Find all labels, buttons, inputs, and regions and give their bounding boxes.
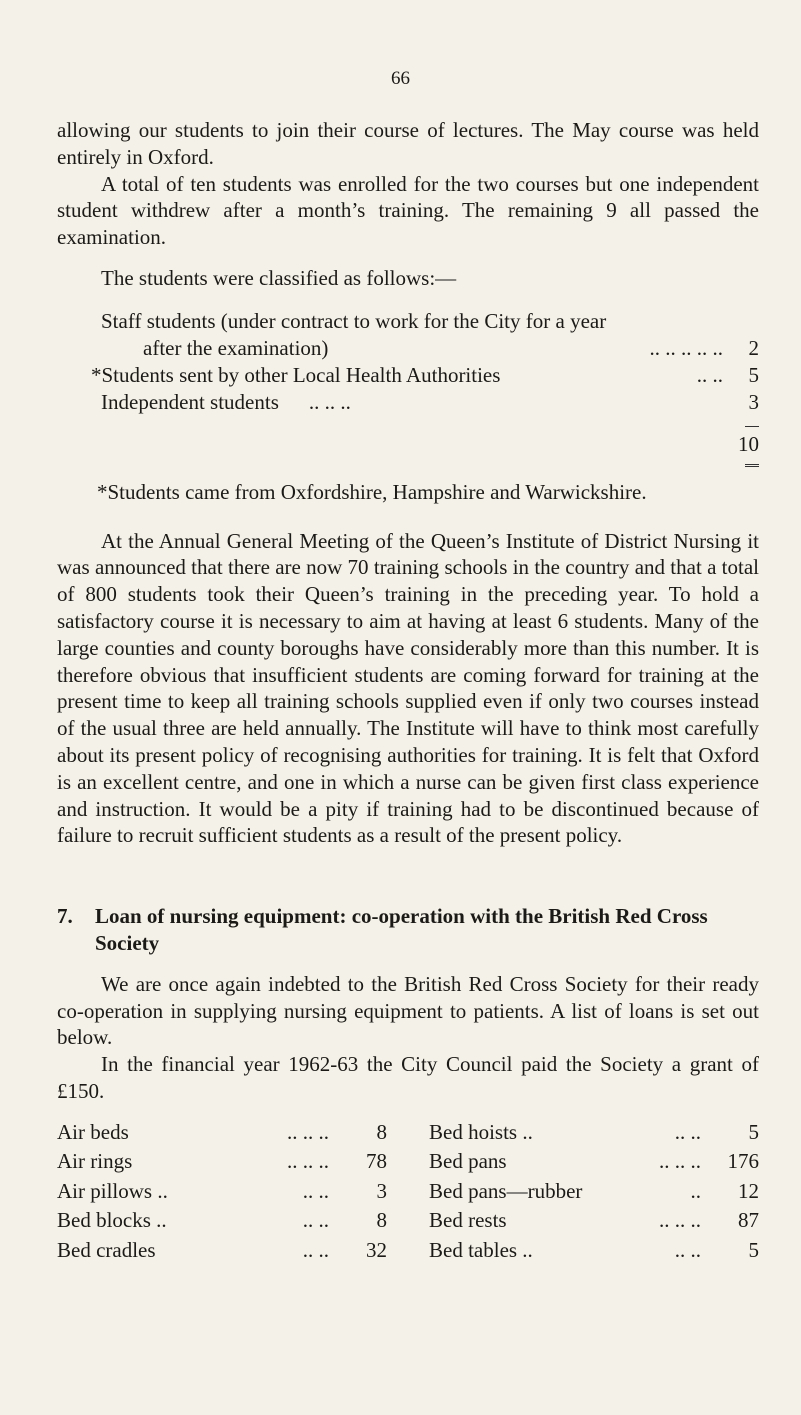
row-label: Independent students bbox=[101, 389, 279, 414]
loans-column-left bbox=[57, 1119, 387, 1267]
loan-count: 5 bbox=[748, 1237, 759, 1262]
loan-item: Air pillows .. bbox=[57, 1178, 168, 1203]
classification-row bbox=[91, 362, 759, 389]
row-label: *Students sent by other Local Health Authorities bbox=[91, 362, 501, 387]
section-title: Loan of nursing equipment: co-operation with the British Red Cross Society bbox=[95, 904, 708, 955]
row-label: Staff students (under contract to work for the City for a year bbox=[101, 308, 607, 333]
leader-dots: .. .. .. bbox=[659, 1149, 701, 1174]
row-value: 2 bbox=[748, 335, 759, 360]
loan-row bbox=[429, 1237, 759, 1267]
loan-row bbox=[57, 1178, 387, 1208]
loan-row bbox=[57, 1148, 387, 1178]
loan-row bbox=[429, 1178, 759, 1208]
footnote: *Students came from Oxfordshire, Hampshire and Warwickshire. bbox=[97, 479, 647, 504]
sum-rule bbox=[745, 426, 759, 427]
loan-item: Bed cradles bbox=[57, 1237, 156, 1262]
loan-row bbox=[57, 1207, 387, 1237]
row-label: after the examination) bbox=[143, 335, 329, 360]
paragraph-red-cross: We are once again indebted to the British Red Cross Society for their ready co-operation in supplying nursing equipment to patients. A list of loans is set out below. bbox=[57, 971, 759, 1050]
page-number: 66 bbox=[391, 68, 410, 89]
classification-row bbox=[101, 389, 759, 416]
loan-row bbox=[57, 1237, 387, 1267]
classification-row bbox=[101, 335, 759, 362]
loans-column-right bbox=[429, 1119, 759, 1267]
classification-row bbox=[101, 308, 759, 335]
paragraph-enrolment: A total of ten students was enrolled for the two courses but one independent student withdrew after a month’s training. The remaining 9 all passed the examination. bbox=[57, 171, 759, 250]
page-content bbox=[57, 117, 759, 1266]
loan-row bbox=[429, 1119, 759, 1149]
loan-item: Bed hoists .. bbox=[429, 1119, 533, 1144]
row-value: 5 bbox=[748, 362, 759, 387]
section-heading bbox=[57, 903, 759, 957]
leader-dots: .. .. .. bbox=[287, 1149, 329, 1174]
paragraph-queens-institute: At the Annual General Meeting of the Queen’s Institute of District Nursing it was announced that there are now 70 training schools in the country and that a total of 800 students took their Queen’s training in the preceding year. To hold a satisfactory course it is necessary to aim at having at least 6 students. Many of the large counties and county boroughs have considerably more than this number. It is therefore obvious that insufficient students are coming forward for training at the present time to keep all training schools supplied even if only two courses instead of the usual three are held annually. The Institute will have to think most carefully about its present policy of recognising authorities for training. It is felt that Oxford is an excellent centre, and one in which a nurse can be given first class experience and instruction. It would be a pity if training had to be discontinued because of failure to recruit sufficient students as a result of the present policy. bbox=[57, 528, 759, 848]
loan-count: 87 bbox=[738, 1208, 759, 1233]
loan-item: Air beds bbox=[57, 1119, 129, 1144]
leader-dots: .. .. bbox=[696, 362, 723, 387]
leader-dots: .. .. .. bbox=[659, 1208, 701, 1233]
loan-row bbox=[429, 1207, 759, 1237]
total-double-rule bbox=[745, 464, 759, 469]
loan-count: 3 bbox=[376, 1178, 387, 1203]
loan-item: Bed tables .. bbox=[429, 1237, 533, 1262]
leader-dots: .. .. bbox=[302, 1237, 329, 1262]
section-number: 7. bbox=[57, 904, 73, 929]
loan-count: 12 bbox=[738, 1178, 759, 1203]
loan-item: Bed blocks .. bbox=[57, 1208, 167, 1233]
loan-item: Bed rests bbox=[429, 1208, 507, 1233]
loan-item: Bed pans bbox=[429, 1149, 507, 1174]
loan-count: 8 bbox=[376, 1119, 387, 1144]
loan-item: Air rings bbox=[57, 1149, 133, 1174]
leader-dots: .. .. .. bbox=[308, 389, 351, 414]
leader-dots: .. .. bbox=[674, 1237, 701, 1262]
loan-count: 5 bbox=[748, 1119, 759, 1144]
paragraph-grant: In the financial year 1962-63 the City Council paid the Society a grant of £150. bbox=[57, 1052, 759, 1103]
paragraph-lectures: allowing our students to join their course of lectures. The May course was held entirely in Oxford. bbox=[57, 118, 759, 169]
row-value: 3 bbox=[748, 389, 759, 414]
leader-dots: .. .. bbox=[302, 1178, 329, 1203]
loan-count: 78 bbox=[366, 1149, 387, 1174]
leader-dots: .. .. bbox=[302, 1208, 329, 1233]
leader-dots: .. .. bbox=[674, 1119, 701, 1144]
loan-item: Bed pans—rubber bbox=[429, 1178, 583, 1203]
paragraph-classification-intro: The students were classified as follows:— bbox=[101, 265, 457, 290]
loan-count: 176 bbox=[727, 1149, 759, 1174]
leader-dots: .. .. .. bbox=[287, 1119, 329, 1144]
classification-total: 10 bbox=[738, 431, 759, 456]
loan-row bbox=[429, 1148, 759, 1178]
loan-row bbox=[57, 1119, 387, 1149]
loan-count: 32 bbox=[366, 1237, 387, 1262]
loans-table bbox=[57, 1119, 759, 1267]
classification-table bbox=[91, 308, 759, 469]
loan-count: 8 bbox=[376, 1208, 387, 1233]
leader-dots: .. .. .. .. .. bbox=[649, 335, 723, 360]
leader-dots: .. bbox=[690, 1178, 701, 1203]
